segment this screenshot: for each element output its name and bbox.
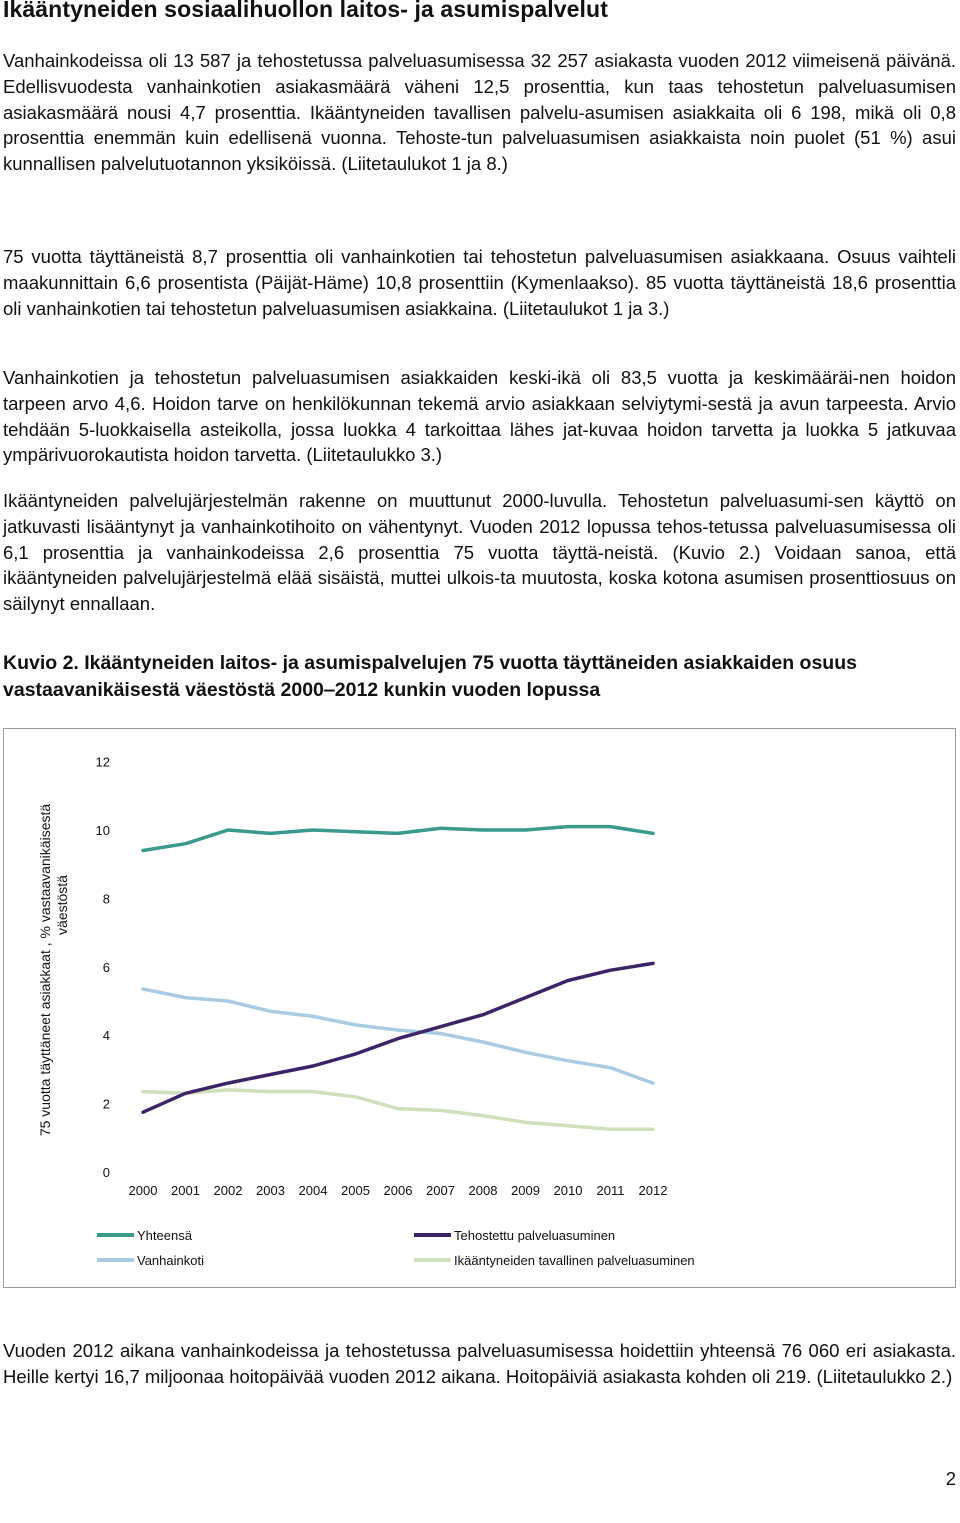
paragraph-1: Vanhainkodeissa oli 13 587 ja tehostetussa palveluasumisessa 32 257 asiakasta vuoden 2012 viimeisenä päivänä. Edellisvuodesta vanhainkotien asiakasmäärä väheni 12,5 prosenttia, kun taas tehostetun palveluasumisen asiakasmäärä nousi 4,7 prosenttia. Ikääntyneiden tavallisen palvelu-asumisen asiakkaita oli 6 198, mikä oli 0,8 prosenttia enemmän kuin edellisenä vuonna. Tehoste-tun palveluasumisen asiakkaista noin puolet (51 %) asui kunnallisen palvelutuotannon yksiköissä. (Liitetaulukot 1 ja 8.) — [3, 50, 956, 175]
x-tick-label: 2006 — [383, 1183, 413, 1198]
x-tick-label: 2009 — [511, 1183, 540, 1198]
section-title: Ikääntyneiden sosiaalihuollon laitos- ja asumispalvelut — [3, 0, 608, 22]
y-tick-label: 12 — [95, 754, 110, 770]
series-line — [143, 989, 653, 1083]
y-tick-label: 6 — [102, 959, 110, 975]
x-tick-label: 2001 — [171, 1183, 200, 1198]
legend-label: Vanhainkoti — [137, 1253, 204, 1268]
y-tick-label: 10 — [95, 823, 110, 838]
x-tick-label: 2011 — [596, 1183, 625, 1198]
legend-label: Tehostettu palveluasuminen — [454, 1228, 616, 1243]
x-tick-label: 2008 — [468, 1183, 498, 1198]
legend-label: Ikääntyneiden tavallinen palveluasuminen — [454, 1253, 695, 1268]
x-tick-label: 2002 — [213, 1183, 243, 1198]
series-line — [143, 1090, 653, 1129]
paragraph-5: Vuoden 2012 aikana vanhainkodeissa ja tehostetussa palveluasumisessa hoidettiin yhteensä 76 060 eri asiakasta. Heille kertyi 16,7 miljoonaa hoitopäivää vuoden 2012 aikana. Hoitopäiviä asiakasta kohden oli 219. (Liitetaulukko 2.) — [3, 1340, 956, 1387]
x-tick-label: 2000 — [128, 1183, 158, 1198]
series-line — [143, 827, 653, 851]
paragraph-4: Ikääntyneiden palvelujärjestelmän rakenne on muuttunut 2000-luvulla. Tehostetun palveluasumi-sen käyttö on jatkuvasti lisääntynyt ja vanhainkotihoito on vähentynyt. Vuoden 2012 lopussa tehos-tetussa palveluasumisessa oli 6,1 prosenttia ja vanhainkodeissa 2,6 prosenttia 75 vuotta täyttä-neistä. (Kuvio 2.) Voidaan sanoa, että ikääntyneiden palvelujärjestelmä elää sisäistä, muttei ulkois-ta muutosta, koska kotona asumisen prosenttiosuus on säilynyt ennallaan. — [3, 490, 956, 615]
y-tick-label: 0 — [102, 1165, 110, 1180]
legend-label: Yhteensä — [137, 1228, 192, 1243]
x-tick-label: 2005 — [341, 1183, 370, 1198]
paragraph-2: 75 vuotta täyttäneistä 8,7 prosenttia oli vanhainkotien tai tehostetun palveluasumisen asiakkaana. Osuus vaihteli maakunnittain 6,6 prosentista (Päijät-Häme) 10,8 prosenttiin (Kymenlaakso). 85 vuotta täyttäneistä 18,6 prosenttia oli vanhainkotien tai tehostetun palveluasumisen asiakkaina. (Liitetaulukot 1 ja 3.) — [3, 246, 956, 319]
y-axis-title: 75 vuotta täyttäneet asiakkaat , % vastaavanikäisestäväestöstä — [37, 803, 70, 1137]
paragraph-3: Vanhainkotien ja tehostetun palveluasumisen asiakkaiden keski-ikä oli 83,5 vuotta ja keskimääräi-nen hoidon tarpeen arvo 4,6. Hoidon tarve on henkilökunnan tekemä arvio asiakkaan selviytymi-sestä ja avun tarpeesta. Arvio tehdään 5-luokkaisella asteikolla, jossa luokka 4 tarkoittaa lähes jat-kuvaa hoidon tarvetta ja luokka 5 jatkuvaa ympärivuorokautista hoidon tarvetta. (Liitetaulukko 3.) — [3, 367, 956, 466]
y-tick-label: 4 — [102, 1028, 110, 1044]
y-tick-label: 8 — [102, 891, 110, 907]
x-tick-label: 2012 — [638, 1183, 668, 1198]
x-tick-label: 2010 — [553, 1183, 583, 1198]
y-tick-label: 2 — [102, 1096, 110, 1112]
page-number: 2 — [945, 1468, 956, 1489]
figure-caption: Kuvio 2. Ikääntyneiden laitos- ja asumispalvelujen 75 vuotta täyttäneiden asiakkaiden osuus vastaavanikäisestä väestöstä 2000‒2012 kunkin vuoden lopussa — [3, 652, 857, 701]
x-tick-label: 2004 — [298, 1183, 328, 1198]
x-tick-label: 2003 — [256, 1183, 285, 1198]
x-tick-label: 2007 — [426, 1183, 455, 1198]
